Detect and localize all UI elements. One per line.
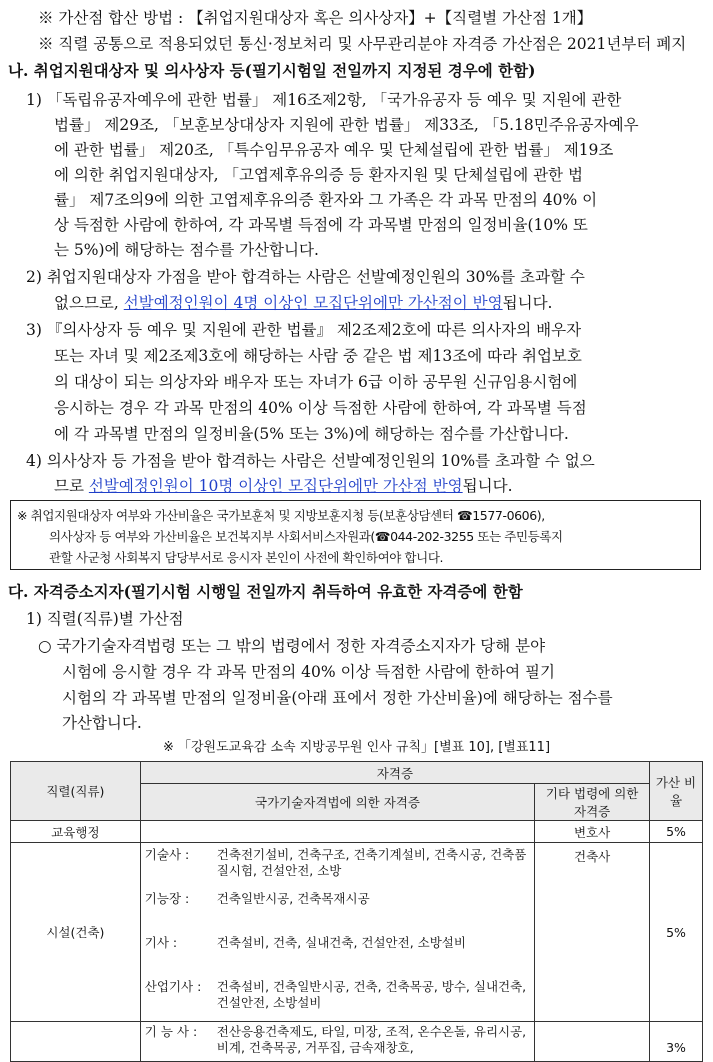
bullet-l1: ○ 국가기술자격법령 또는 그 밖의 법령에서 정한 자격증소지자가 당해 분야 [38, 637, 546, 655]
line-2: ※ 직렬 공통으로 적용되었던 통신·정보처리 및 사무관리분야 자격증 가산점은 2021년부터 폐지 [38, 35, 687, 53]
para1-l6: 상 득점한 사람에 한하여, 각 과목별 득점에 각 과목별 만점의 일정비율(10% 또 [54, 216, 588, 234]
para2-link[interactable]: 선발예정인원이 4명 이상인 모집단위에만 가산점이 반영 [123, 294, 503, 312]
cert-items: 건축일반시공, 건축목재시공 [216, 891, 370, 906]
para3-l3: 의 대상이 되는 의상자와 배우자 또는 자녀가 6급 이하 공무원 신규임용시험에 [54, 373, 578, 391]
cert-level: 기술사 : [144, 847, 190, 862]
heading-da: 다. 자격증소지자(필기시험 시행일 전일까지 취득하여 유효한 자격증에 한함 [8, 582, 523, 601]
heading-na: 나. 취업지원대상자 및 의사상자 등(필기시험일 전일까지 지정된 경우에 한함) [8, 61, 536, 80]
para3-l2: 또는 자녀 및 제2조제3호에 해당하는 사람 중 같은 법 제13조에 따라 취업보호 [54, 347, 582, 365]
cert-group [145, 891, 370, 907]
header-other: 기타 법령에 의한 자격증 [535, 784, 650, 821]
line-1: ※ 가산점 합산 방법 : 【취업지원대상자 혹은 의사상자】+【직렬별 가산점 1개】 [38, 9, 593, 27]
cert-items: 건축전기설비, 건축구조, 건축기계설비, 건축시공, 건축품질시험, 건설안전, 소방 [216, 847, 527, 878]
para1-l7: 는 5%)에 해당하는 점수를 가산합니다. [54, 241, 319, 259]
row-craft-rate: 3% [650, 1022, 703, 1062]
para2-pre: 없으므로, [54, 294, 124, 312]
bullet-l4: 가산합니다. [62, 714, 142, 732]
row-craft-series [11, 1022, 141, 1062]
row-craft-other [535, 1022, 650, 1062]
row-edu-series: 교육행정 [11, 821, 141, 843]
notice-line-1: ※ 취업지원대상자 여부와 가산비율은 국가보훈처 및 지방보훈지청 등(보훈상담센터 ☎1577-0606), [17, 508, 545, 523]
cert-group [145, 1024, 530, 1056]
row-facility-rate: 5% [650, 843, 703, 1022]
para1-l2: 법률」 제29조, 「보훈보상대상자 지원에 관한 법률」 제33조, 「5.18민주유공자예우 [54, 116, 639, 134]
para2-post: 됩니다. [502, 294, 553, 312]
para2-l2 [54, 291, 553, 313]
cert-group [145, 935, 466, 951]
cert-items: 건축설비, 건축일반시공, 건축, 건축목공, 방수, 실내건축, 건설안전, 소방설비 [216, 979, 527, 1010]
cert-level: 기 능 사 : [144, 1024, 198, 1039]
para4-link[interactable]: 선발예정인원이 10명 이상인 모집단위에만 가산점 반영 [88, 477, 463, 495]
para3-l1: 3) 『의사상자 등 예우 및 지원에 관한 법률』 제2조제2호에 따른 의사자의 배우자 [26, 321, 582, 339]
bullet-l3: 시험의 각 과목별 만점의 일정비율(아래 표에서 정한 가산비율)에 해당하는 점수를 [62, 689, 613, 707]
table-caption: ※ 「강원도교육감 소속 지방공무원 인사 규칙」[별표 10], [별표11] [162, 740, 551, 755]
row-facility-other: 건축사 [535, 843, 650, 1022]
notice-line-3: 관할 사군청 사회복지 담당부서로 응시자 본인이 사전에 확인하여야 합니다. [49, 550, 444, 565]
para2-l1: 2) 취업지원대상자 가점을 받아 합격하는 사람은 선발예정인원의 30%를 초과할 수 [26, 268, 585, 286]
para3-l5: 에 각 과목별 만점의 일정비율(5% 또는 3%)에 해당하는 점수를 가산합니다. [54, 425, 569, 443]
row-facility-national [140, 843, 534, 1022]
bonus-table [10, 761, 703, 1062]
notice-box [10, 500, 701, 570]
cert-items: 건축설비, 건축, 실내건축, 건설안전, 소방설비 [216, 935, 466, 950]
header-series: 직렬(직류) [11, 762, 141, 821]
header-cert: 자격증 [140, 762, 649, 784]
para4-l1: 4) 의사상자 등 가점을 받아 합격하는 사람은 선발예정인원의 10%를 초과할 수 없으 [26, 452, 595, 470]
cert-level: 산업기사 : [144, 979, 202, 994]
row-edu-other: 변호사 [535, 821, 650, 843]
row-craft-national [140, 1022, 534, 1062]
notice-line-2: 의사상자 등 여부와 가산비율은 보건복지부 사회서비스자원과(☎044-202-3255 또는 주민등록지 [49, 529, 563, 544]
sub-heading-1: 1) 직렬(직류)별 가산점 [26, 610, 184, 628]
row-edu-national [140, 821, 534, 843]
cert-group [145, 847, 530, 879]
para4-post: 됩니다. [462, 477, 513, 495]
row-facility-series: 시설(건축) [11, 843, 141, 1022]
cert-level: 기사 : [144, 935, 178, 950]
header-rate: 가산 비율 [650, 762, 703, 821]
para4-pre: 므로 [54, 477, 89, 495]
cert-level: 기능장 : [144, 891, 190, 906]
bullet-l2: 시험에 응시할 경우 각 과목 만점의 40% 이상 득점한 사람에 한하여 필기 [62, 663, 555, 681]
para1-l3: 에 관한 법률」 제20조, 「특수임무유공자 예우 및 단체설립에 관한 법률」 제19조 [54, 141, 614, 159]
para1-l5: 률」 제7조의9에 의한 고엽제후유의증 환자와 그 가족은 각 과목 만점의 40% 이 [54, 191, 598, 209]
cert-items: 전산응용건축제도, 타일, 미장, 조적, 온수온돌, 유리시공, 비계, 건축목공, 거푸집, 금속재창호, [216, 1024, 527, 1055]
para1-l1: 1) 「독립유공자예우에 관한 법률」 제16조제2항, 「국가유공자 등 예우 및 지원에 관한 [26, 91, 622, 109]
para1-l4: 에 의한 취업지원대상자, 「고엽제후유의증 등 환자지원 및 단체설립에 관한 법 [54, 166, 583, 184]
row-edu-rate: 5% [650, 821, 703, 843]
cert-group [145, 979, 530, 1011]
para4-l2 [54, 474, 513, 496]
para3-l4: 응시하는 경우 각 과목 만점의 40% 이상 득점한 사람에 한하여, 각 과목별 득점 [54, 399, 587, 417]
header-national: 국가기술자격법에 의한 자격증 [140, 784, 534, 821]
